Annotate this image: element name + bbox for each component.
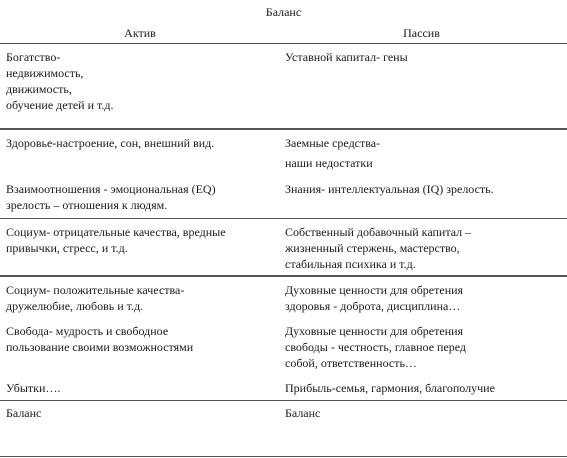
row-divider: [0, 128, 567, 130]
row-4-assets-line: Социум- отрицательные качества, вредные: [6, 225, 226, 239]
row-3-liabilities-line: Знания- интеллектуальная (IQ) зрелость.: [285, 182, 494, 196]
balance-title: Баланс: [265, 5, 302, 19]
row-1-assets-line: Богатство-: [6, 50, 61, 64]
row-8-liabilities-line: Баланс: [285, 406, 321, 420]
row-3-assets: [6, 181, 278, 213]
row-2-assets-line: Здоровье-настроение, сон, внешний вид.: [6, 136, 215, 150]
header-assets: Актив: [124, 26, 156, 40]
row-3-assets-line: зрелость – отношения к людям.: [6, 198, 168, 212]
row-4-liabilities-line: жизненный стержень, мастерство,: [285, 241, 460, 255]
row-divider: [0, 275, 567, 277]
row-6-assets-line: пользование своими возможностями: [6, 340, 194, 354]
row-8-assets-line: Баланс: [6, 406, 42, 420]
row-5-assets-line: дружелюбие, любовь и т.д.: [6, 299, 144, 313]
row-divider: [0, 400, 567, 401]
row-1-liabilities-line: Уставной капитал- гены: [285, 50, 408, 64]
row-4-liabilities-line: Собственный добавочный капитал –: [285, 225, 472, 239]
row-4-liabilities: [285, 224, 565, 272]
row-6-assets-line: Свобода- мудрость и свободное: [6, 324, 169, 338]
row-7-assets: [6, 380, 278, 396]
row-3-assets-line: Взаимоотношения - эмоциональная (EQ): [6, 182, 216, 196]
row-2-liabilities-line: наши недостатки: [285, 156, 373, 170]
row-1-liabilities: [285, 49, 565, 65]
row-5-assets: [6, 282, 278, 314]
bottom-border: [0, 456, 567, 457]
row-2-liabilities: [285, 135, 565, 171]
row-6-liabilities-line: Духовные ценности для обретения: [285, 324, 464, 338]
row-5-liabilities: [285, 282, 565, 314]
row-7-assets-line: Убытки….: [6, 381, 61, 395]
row-divider: [0, 218, 567, 219]
row-6-liabilities-line: собой, ответственность…: [285, 356, 417, 370]
row-1-assets-line: обучение детей и т.д.: [6, 98, 114, 112]
row-4-assets-line: привычки, стресс, и т.д.: [6, 241, 128, 255]
row-7-liabilities-line: Прибыль-семья, гармония, благополучие: [285, 381, 495, 395]
row-5-liabilities-line: Духовные ценности для обретения: [285, 283, 464, 297]
row-4-liabilities-line: стабильная психика и т.д.: [285, 257, 416, 271]
row-3-liabilities: [285, 181, 565, 197]
row-7-liabilities: [285, 380, 565, 396]
row-5-assets-line: Социум- положительные качества-: [6, 283, 185, 297]
row-6-liabilities: [285, 323, 565, 371]
row-5-liabilities-line: здоровья - доброта, дисциплина…: [285, 299, 461, 313]
row-2-liabilities-line: Заемные средства-: [285, 136, 381, 150]
row-6-liabilities-line: свободы - честность, главное перед: [285, 340, 467, 354]
row-1-assets-line: недвижимость,: [6, 66, 84, 80]
row-1-assets-line: движимость,: [6, 82, 72, 96]
row-1-assets: [6, 49, 278, 113]
row-4-assets: [6, 224, 278, 256]
header-liabilities: Пассив: [403, 26, 440, 40]
row-2-assets: [6, 135, 278, 151]
row-8-assets: [6, 405, 278, 421]
row-8-liabilities: [285, 405, 565, 421]
row-6-assets: [6, 323, 278, 355]
header-divider: [0, 43, 567, 44]
